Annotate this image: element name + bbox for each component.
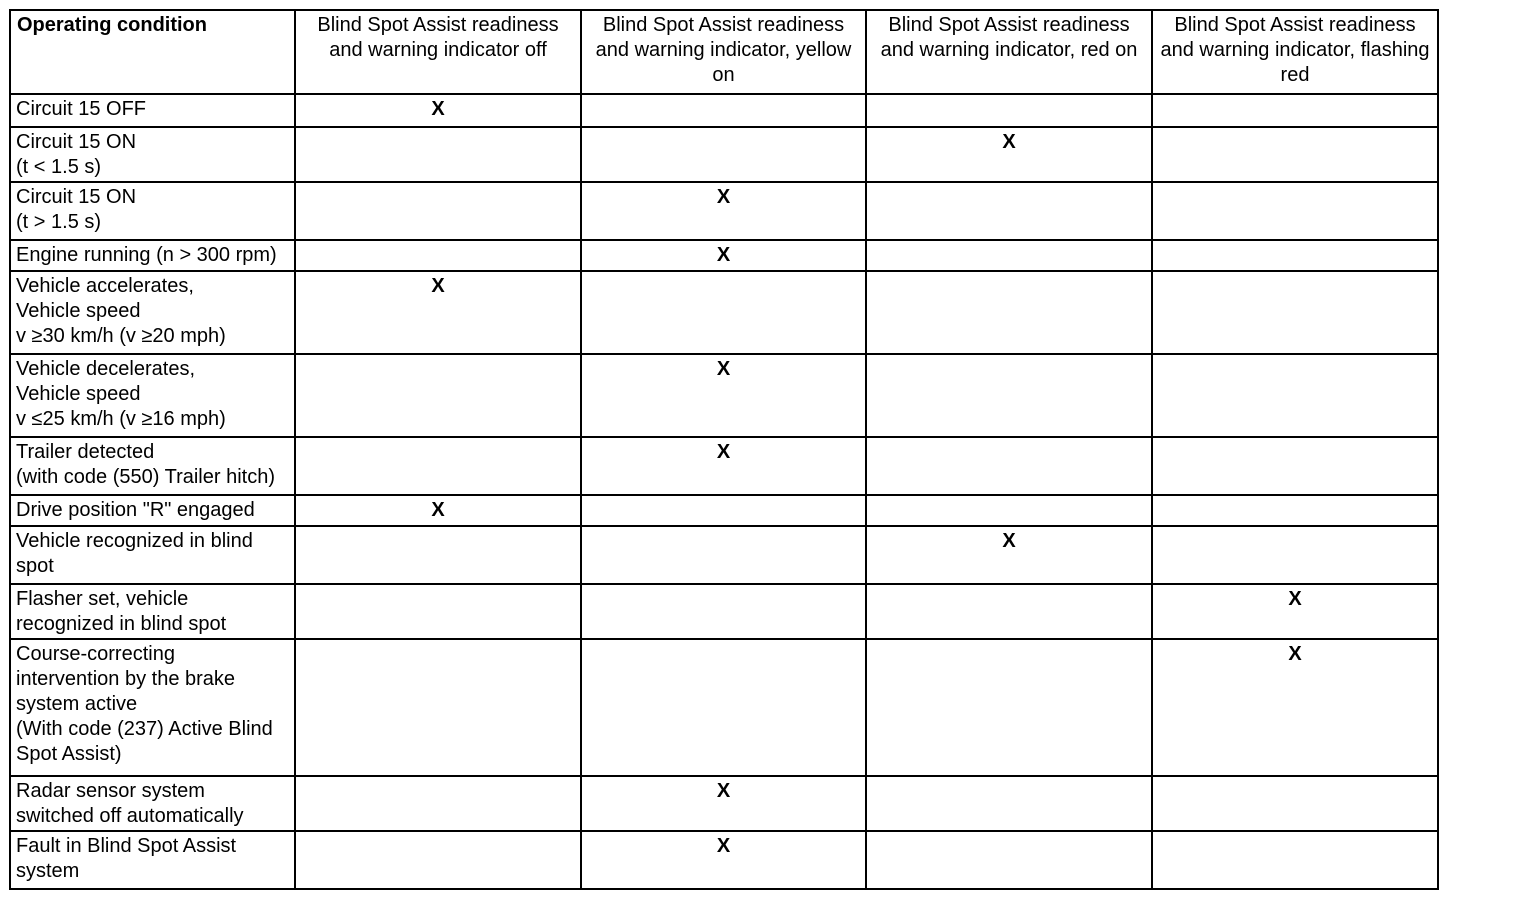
condition-cell: Vehicle decelerates, Vehicle speed v ≤25 km/h (v ≥16 mph) — [10, 354, 295, 437]
indicator-cell — [1152, 495, 1438, 526]
condition-cell: Radar sensor system switched off automatically — [10, 776, 295, 831]
indicator-cell — [581, 584, 866, 639]
table-row — [10, 526, 1438, 584]
indicator-cell: X — [295, 94, 581, 127]
indicator-cell: X — [866, 526, 1152, 584]
header-indicator-red-on: Blind Spot Assist readiness and warning indicator, red on — [866, 10, 1152, 94]
indicator-cell: X — [581, 831, 866, 889]
indicator-cell — [581, 94, 866, 127]
header-indicator-yellow-on: Blind Spot Assist readiness and warning indicator, yellow on — [581, 10, 866, 94]
indicator-cell — [866, 776, 1152, 831]
indicator-cell — [1152, 240, 1438, 271]
header-row — [10, 10, 1438, 94]
indicator-cell — [295, 831, 581, 889]
condition-cell: Fault in Blind Spot Assist system — [10, 831, 295, 889]
table-row — [10, 127, 1438, 182]
table-row — [10, 94, 1438, 127]
indicator-cell — [581, 526, 866, 584]
indicator-cell: X — [295, 271, 581, 354]
condition-cell: Circuit 15 ON (t < 1.5 s) — [10, 127, 295, 182]
table-row — [10, 495, 1438, 526]
condition-cell: Vehicle accelerates, Vehicle speed v ≥30 km/h (v ≥20 mph) — [10, 271, 295, 354]
indicator-cell — [866, 94, 1152, 127]
indicator-cell — [295, 240, 581, 271]
indicator-cell — [295, 354, 581, 437]
indicator-cell — [1152, 776, 1438, 831]
indicator-cell: X — [1152, 639, 1438, 776]
indicator-cell: X — [581, 182, 866, 240]
condition-cell: Trailer detected (with code (550) Trailer hitch) — [10, 437, 295, 495]
header-indicator-flashing-red: Blind Spot Assist readiness and warning indicator, flashing red — [1152, 10, 1438, 94]
indicator-cell — [295, 526, 581, 584]
condition-cell: Engine running (n > 300 rpm) — [10, 240, 295, 271]
indicator-cell — [1152, 354, 1438, 437]
indicator-cell — [1152, 182, 1438, 240]
indicator-cell — [1152, 831, 1438, 889]
indicator-cell — [581, 495, 866, 526]
condition-cell: Circuit 15 ON (t > 1.5 s) — [10, 182, 295, 240]
indicator-cell — [1152, 437, 1438, 495]
indicator-cell — [581, 127, 866, 182]
header-operating-condition: Operating condition — [10, 10, 295, 94]
condition-cell: Drive position "R" engaged — [10, 495, 295, 526]
indicator-cell — [295, 639, 581, 776]
indicator-cell — [1152, 94, 1438, 127]
indicator-cell: X — [295, 495, 581, 526]
table-row — [10, 437, 1438, 495]
indicator-cell — [295, 182, 581, 240]
table-row — [10, 776, 1438, 831]
operating-condition-table — [9, 9, 1439, 890]
table-row — [10, 584, 1438, 639]
table-row — [10, 182, 1438, 240]
indicator-cell: X — [1152, 584, 1438, 639]
indicator-cell — [581, 271, 866, 354]
indicator-cell: X — [866, 127, 1152, 182]
condition-cell: Vehicle recognized in blind spot — [10, 526, 295, 584]
indicator-cell — [866, 354, 1152, 437]
condition-cell: Flasher set, vehicle recognized in blind spot — [10, 584, 295, 639]
table-row — [10, 639, 1438, 776]
table-row — [10, 271, 1438, 354]
indicator-cell — [866, 639, 1152, 776]
table-body — [10, 94, 1438, 889]
indicator-cell — [581, 639, 866, 776]
table-row — [10, 240, 1438, 271]
indicator-cell — [295, 437, 581, 495]
indicator-cell — [866, 182, 1152, 240]
indicator-cell — [1152, 127, 1438, 182]
header-indicator-off: Blind Spot Assist readiness and warning indicator off — [295, 10, 581, 94]
indicator-cell — [866, 584, 1152, 639]
indicator-cell: X — [581, 776, 866, 831]
indicator-cell — [295, 776, 581, 831]
indicator-cell: X — [581, 240, 866, 271]
indicator-cell — [295, 584, 581, 639]
indicator-cell — [866, 240, 1152, 271]
condition-cell: Circuit 15 OFF — [10, 94, 295, 127]
indicator-cell — [1152, 526, 1438, 584]
table-row — [10, 831, 1438, 889]
table-row — [10, 354, 1438, 437]
indicator-cell — [866, 495, 1152, 526]
condition-cell: Course-correcting intervention by the brake system active (With code (237) Active Blind Spot Assist) — [10, 639, 295, 776]
indicator-cell — [295, 127, 581, 182]
indicator-cell — [1152, 271, 1438, 354]
indicator-cell: X — [581, 354, 866, 437]
indicator-cell — [866, 271, 1152, 354]
indicator-cell — [866, 831, 1152, 889]
indicator-cell: X — [581, 437, 866, 495]
indicator-cell — [866, 437, 1152, 495]
